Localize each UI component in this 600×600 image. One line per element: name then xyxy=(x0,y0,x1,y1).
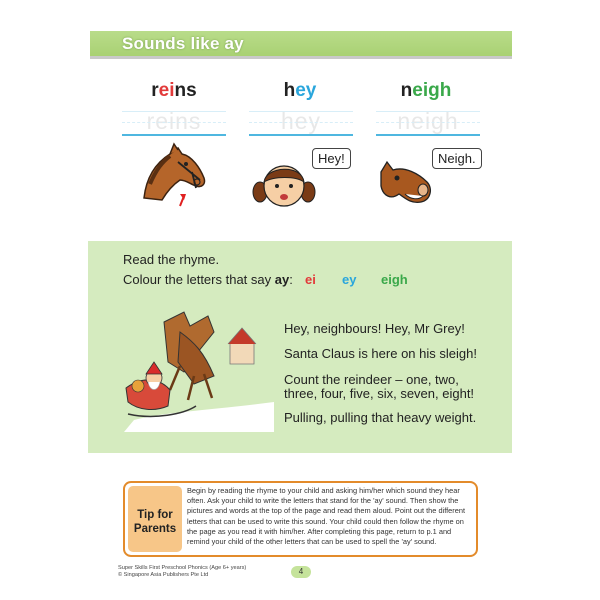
word-hey-highlight: ey xyxy=(295,80,317,101)
tip-for-parents-box xyxy=(123,481,478,557)
tip-title-line1: Tip for xyxy=(137,509,173,521)
trace-line-neigh[interactable] xyxy=(376,108,480,136)
word-reins-highlight: ei xyxy=(158,80,175,101)
code-eigh: eigh xyxy=(381,272,408,287)
tip-text: Begin by reading the rhyme to your child and asking him/her which sound they hear often. Ask your child to write the letters that stand for the 'ay' sound. Then show the pictures and words at the top of the page and read them aloud. Point out the different letters that can be used to write this sound. Your child could then follow the rhyme on the page as you read it with him/her. After completing this page, return to p.1 and remind your child of the other letters that can be used to spell the 'ay' sound. xyxy=(187,486,466,547)
girl-illustration xyxy=(252,158,316,214)
santa-sleigh-illustration xyxy=(124,302,276,432)
girl-speech-bubble xyxy=(312,148,351,169)
instruction-colour-colon: : xyxy=(289,272,293,287)
word-reins-post: ns xyxy=(174,80,197,101)
tip-title xyxy=(128,508,182,536)
instruction-colour-text: Colour the letters that say xyxy=(123,272,275,287)
footer-line-2: © Singapore Asia Publishers Pte Ltd xyxy=(118,572,209,578)
tip-title-box xyxy=(128,486,182,552)
rhyme-line-5: Pulling, pulling that heavy weight. xyxy=(284,410,477,425)
word-hey xyxy=(240,80,360,102)
tip-title-line2: Parents xyxy=(133,523,177,535)
trace-word-reins: reins xyxy=(146,108,202,134)
footer-line-1: Super Skills First Preschool Phonics (Age 6+ years) xyxy=(118,565,247,571)
section-title: Sounds like ay xyxy=(122,34,244,53)
code-ey: ey xyxy=(342,272,357,287)
code-ei: ei xyxy=(305,272,316,287)
trace-line-reins[interactable] xyxy=(122,108,226,136)
section-header-bar xyxy=(90,31,512,59)
footer-credits xyxy=(118,565,246,579)
rhyme-line-4: three, four, five, six, seven, eight! xyxy=(284,386,475,401)
word-neigh xyxy=(366,80,486,102)
instruction-colour xyxy=(123,272,293,287)
trace-line-hey[interactable] xyxy=(249,108,353,136)
word-hey-pre: h xyxy=(283,80,296,101)
horse-reins-illustration xyxy=(140,140,210,210)
trace-word-neigh: neigh xyxy=(397,108,459,134)
word-reins-pre: r xyxy=(151,80,159,101)
instruction-colour-ay: ay xyxy=(274,272,290,287)
rhyme-line-2: Santa Claus is here on his sleigh! xyxy=(284,346,477,361)
page-number: 4 xyxy=(291,566,311,578)
word-neigh-highlight: eigh xyxy=(412,80,452,101)
horse-speech-bubble xyxy=(432,148,482,169)
word-neigh-pre: n xyxy=(400,80,413,101)
instruction-read: Read the rhyme. xyxy=(123,252,220,267)
word-reins xyxy=(114,80,234,102)
rhyme-line-1: Hey, neighbours! Hey, Mr Grey! xyxy=(284,321,465,336)
horse-head-illustration xyxy=(375,160,435,210)
horse-speech-text: Neigh. xyxy=(438,151,476,166)
rhyme-line-3: Count the reindeer – one, two, xyxy=(284,372,459,387)
trace-word-hey: hey xyxy=(280,108,322,134)
girl-speech-text: Hey! xyxy=(318,151,345,166)
